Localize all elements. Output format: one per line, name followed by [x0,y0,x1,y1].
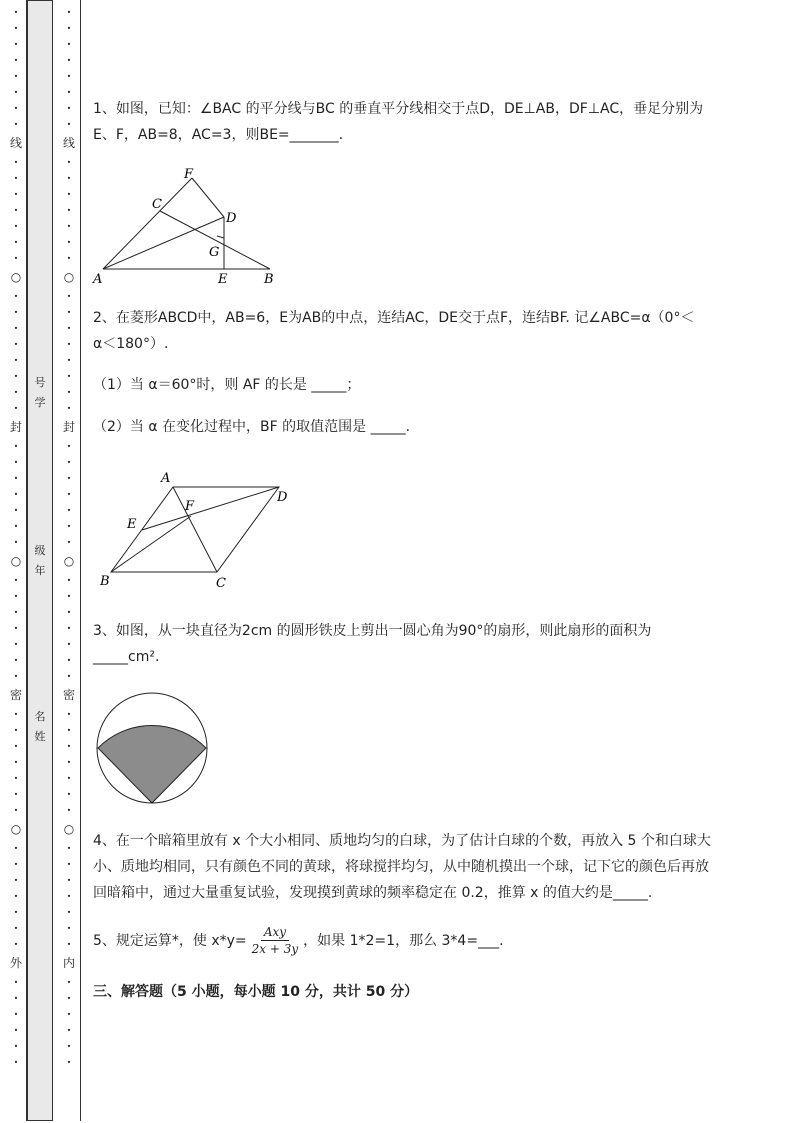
strip-label: 姓 [34,730,46,743]
student-info-strip [27,0,53,1121]
margin-char: 线 [9,136,22,150]
question-4-line-3: 回暗箱中，通过大量重复试验，发现摸到黄球的频率稳定在 0.2，推算 x 的值大约是_____. [93,885,653,901]
fraction-denominator: 2x + 3y [251,942,299,956]
margin-circle: ○ [10,554,22,568]
segment-GD [217,236,224,238]
label-D: D [226,211,237,226]
question-3-circle-sector-figure [94,690,214,808]
label-G: G [209,245,220,260]
segment-BF [111,516,191,572]
strip-label: 号 [34,376,46,389]
margin-char: 封 [9,420,22,434]
question-3 [93,618,743,670]
question-4 [93,828,743,906]
segment-FD [192,178,224,217]
question-4-line-2: 小、质地均相同，只有颜色不同的黄球，将球搅拌均匀，从中随机摸出一个球，记下它的颜色后再放 [93,859,709,875]
label-C: C [152,197,162,212]
label-D: D [277,490,288,505]
segment-AF [103,178,192,269]
margin-char: 外 [9,956,22,970]
question-2-part-1: （1）当 α＝60°时，则 AF 的长是 _____； [93,377,361,393]
margin-char: 封 [62,420,75,434]
strip-label: 年 [34,564,46,577]
question-2-line-1: 2、在菱形ABCD中，AB=6，E为AB的中点，连结AC，DE交于点F，连结BF. 记∠ABC=α（0°＜ [93,310,695,326]
margin-char: 线 [62,136,75,150]
label-C: C [216,576,226,591]
question-5-prefix: 5、规定运算*，使 x*y= [93,932,247,949]
segment-CB [160,211,270,269]
question-1-triangle-figure [92,162,282,290]
section-3-heading: 三、解答题（5 小题，每小题 10 分，共计 50 分） [93,984,419,1000]
question-4-line-1: 4、在一个暗箱里放有 x 个大小相同、质地均匀的白球，为了估计白球的个数，再放入 5 个和白球大 [93,833,711,849]
question-2-part-2: （2）当 α 在变化过程中，BF 的取值范围是 _____. [93,419,411,435]
label-A: A [161,471,171,486]
margin-circle: ○ [63,270,75,284]
question-3-line-2: _____cm². [93,649,160,665]
label-B: B [100,574,110,589]
margin-inner-dotted-column: · · · · · · · · 线 · · · · · · · ○ · · · · · · · · 封 · · · · · · · ○ · · · · · · · 密 · · · · · · · ○ · · · · · · · 内 · · · · · · [62,6,75,1069]
margin-outer-dotted-column: · · · · · · · · 线 · · · · · · · ○ · · · · · · · · 封 · · · · · · · ○ · · · · · · · 密 · · · · · · · ○ · · · · · · · 外 · · · · · · [9,6,22,1069]
question-3-line-1: 3、如图，从一块直径为2cm 的圆形铁皮上剪出一圆心角为90°的扇形，则此扇形的面积为 [93,623,652,639]
question-1-line-2: E、F，AB=8，AC=3，则BE=_______. [93,127,344,143]
diagonal-AC [173,487,217,572]
margin-circle: ○ [63,554,75,568]
strip-label: 级 [34,544,46,557]
fraction-numerator: Axy [261,924,289,941]
label-E: E [218,272,228,287]
margin-circle: ○ [10,822,22,836]
question-1-line-1: 1、如图，已知：∠BAC 的平分线与BC 的垂直平分线相交于点D，DE⊥AB，DF⊥AC，垂足分别为 [93,101,704,117]
margin-char: 密 [9,688,22,702]
question-2-line-2: α＜180°）. [93,336,169,352]
strip-label: 学 [34,396,46,409]
margin-border-line [80,0,81,1121]
label-E: E [127,517,137,532]
question-5-fraction [249,924,302,957]
label-F: F [185,499,195,514]
margin-circle: ○ [63,822,75,836]
label-F: F [184,167,194,182]
label-A: A [93,272,103,287]
question-2-rhombus-figure [94,468,304,592]
margin-char: 密 [62,688,75,702]
sector-shape [98,725,206,803]
segment-DE [142,487,279,530]
segment-AD [103,217,224,269]
margin-circle: ○ [10,270,22,284]
question-1 [93,96,743,148]
label-B: B [264,272,274,287]
question-5 [93,924,743,957]
strip-label: 名 [34,710,46,723]
question-2 [93,305,743,357]
margin-char: 内 [62,956,75,970]
question-5-suffix: ，如果 1*2=1，那么 3*4=___. [303,932,504,949]
